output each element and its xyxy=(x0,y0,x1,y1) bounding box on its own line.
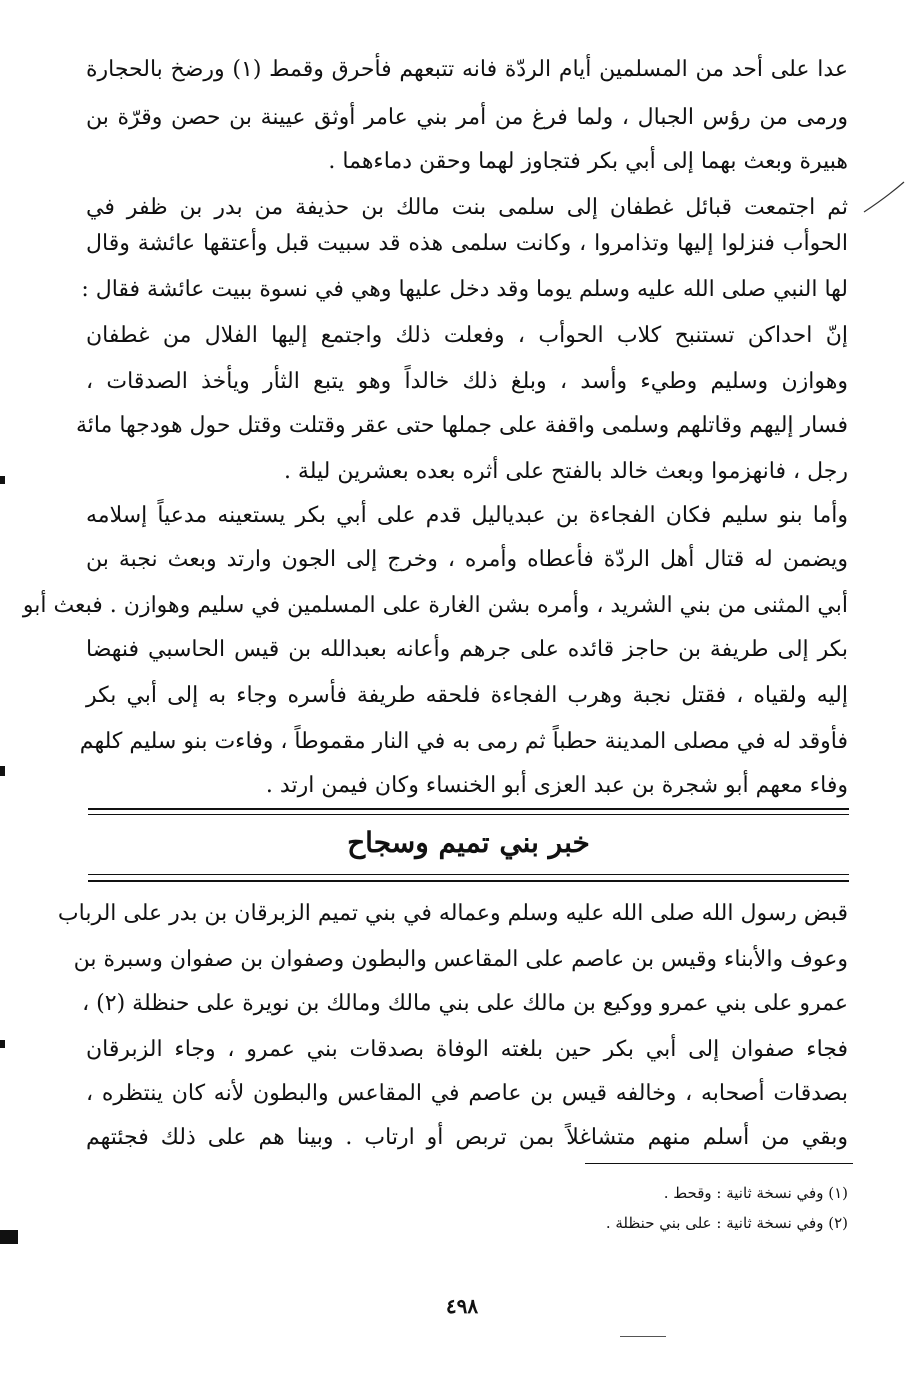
section-line: فجاء صفوان إلى أبي بكر حين بلغته الوفاة بصدقات بني عمرو ، وجاء الزبرقان xyxy=(86,1037,848,1062)
body-line: عدا على أحد من المسلمين أيام الردّة فانه تتبعهم فأحرق وقمط (١) ورضخ بالحجارة xyxy=(86,57,849,82)
body-line: فسار إليهم وقاتلهم وسلمى واقفة على جملها حتى عقر وقتلت وقتل حول هودجها مائة xyxy=(75,413,848,438)
heading-rule-top-outer xyxy=(88,808,849,810)
body-line: وفاء معهم أبو شجرة بن عبد العزى أبو الخنساء وكان فيمن ارتد . xyxy=(265,773,848,798)
body-line: إليه ولقياه ، فقتل نجبة وهرب الفجاءة فلحقه طريفة فأسره وجاء به إلى أبي بكر xyxy=(86,683,848,708)
body-line: أبي المثنى من بني الشريد ، وأمره بشن الغارة على المسلمين في سليم وهوازن . فبعث أبو xyxy=(22,593,848,618)
heading-rule-bottom-inner xyxy=(88,874,849,875)
body-line: لها النبي صلى الله عليه وسلم يوما وقد دخل عليها وهي في نسوة ببيت عائشة فقال : xyxy=(81,277,848,302)
body-line: ورمى من رؤس الجبال ، ولما فرغ من أمر بني عامر أوثق عيينة بن حصن وقرّة بن xyxy=(86,105,848,130)
body-line: بكر إلى طريفة بن حاجز قائده على جرهم وأعانه بعبدالله بن قيس الحاسبي فنهضا xyxy=(86,637,848,662)
body-line: هبيرة وبعث بهما إلى أبي بكر فتجاوز لهما وحقن دماءهما . xyxy=(328,149,848,174)
section-heading: خبر بني تميم وسجاح xyxy=(347,826,590,859)
margin-mark xyxy=(0,476,5,484)
margin-mark xyxy=(0,1040,5,1048)
body-line: ويضمن له قتال أهل الردّة فأعطاه وأمره ، وخرج إلى الجون وارتد وبعث نجبة بن xyxy=(86,547,848,572)
section-line: قبض رسول الله صلى الله عليه وسلم وعماله في بني تميم الزبرقان بن بدر على الرباب xyxy=(57,901,848,926)
margin-mark xyxy=(0,766,5,776)
heading-rule-top-inner xyxy=(88,814,849,815)
section-line: بصدقات أصحابه ، وخالفه قيس بن عاصم في المقاعس والبطون لأنه كان ينتظره ، xyxy=(86,1081,848,1106)
footnote-1: (١) وفي نسخة ثانية : وقحط . xyxy=(663,1184,848,1202)
heading-rule-bottom-outer xyxy=(88,880,849,882)
body-line: الحوأب فنزلوا إليها وتذامروا ، وكانت سلمى هذه قد سبيت قبل وأعتقها عائشة وقال xyxy=(86,231,848,256)
body-line: رجل ، فانهزموا وبعث خالد بالفتح على أثره بعده بعشرين ليلة . xyxy=(283,459,848,484)
footnote-2: (٢) وفي نسخة ثانية : على بني حنظلة . xyxy=(605,1214,848,1232)
section-line: عمرو على بني عمرو ووكيع بن مالك على بني مالك ومالك بن نويرة على حنظلة (٢) ، xyxy=(82,991,848,1016)
body-line: وهوازن وسليم وطيء وأسد ، وبلغ ذلك خالداً وهو يتبع الثأر ويأخذ الصدقات ، xyxy=(86,369,848,394)
page-number: ٤٩٨ xyxy=(445,1294,479,1318)
section-line: وعوف والأبناء وقيس بن عاصم على المقاعس والبطون وصفوان بن صفوان وسبرة بن xyxy=(73,947,848,972)
body-line: ثم اجتمعت قبائل غطفان إلى سلمى بنت مالك بن حذيفة من بدر بن ظفر في xyxy=(86,195,848,220)
body-line: وأما بنو سليم فكان الفجاءة بن عبدياليل قدم على أبي بكر يستعينه مدعياً إسلامه xyxy=(86,503,848,528)
footnote-divider xyxy=(585,1163,853,1164)
scan-smudge xyxy=(620,1336,666,1337)
margin-pencil-mark xyxy=(858,178,908,218)
body-line: فأوقد له في مصلى المدينة حطباً ثم رمى به في النار مقموطاً ، وفاءت بنو سليم كلهم xyxy=(79,729,848,754)
section-line: وبقي من أسلم منهم متشاغلاً بمن تربص أو ارتاب . وبينا هم على ذلك فجئتهم xyxy=(86,1125,848,1150)
margin-mark xyxy=(0,1230,18,1244)
body-line: إنّ احداكن تستنبح كلاب الحوأب ، وفعلت ذلك واجتمع إليها الفلال من غطفان xyxy=(86,323,848,348)
